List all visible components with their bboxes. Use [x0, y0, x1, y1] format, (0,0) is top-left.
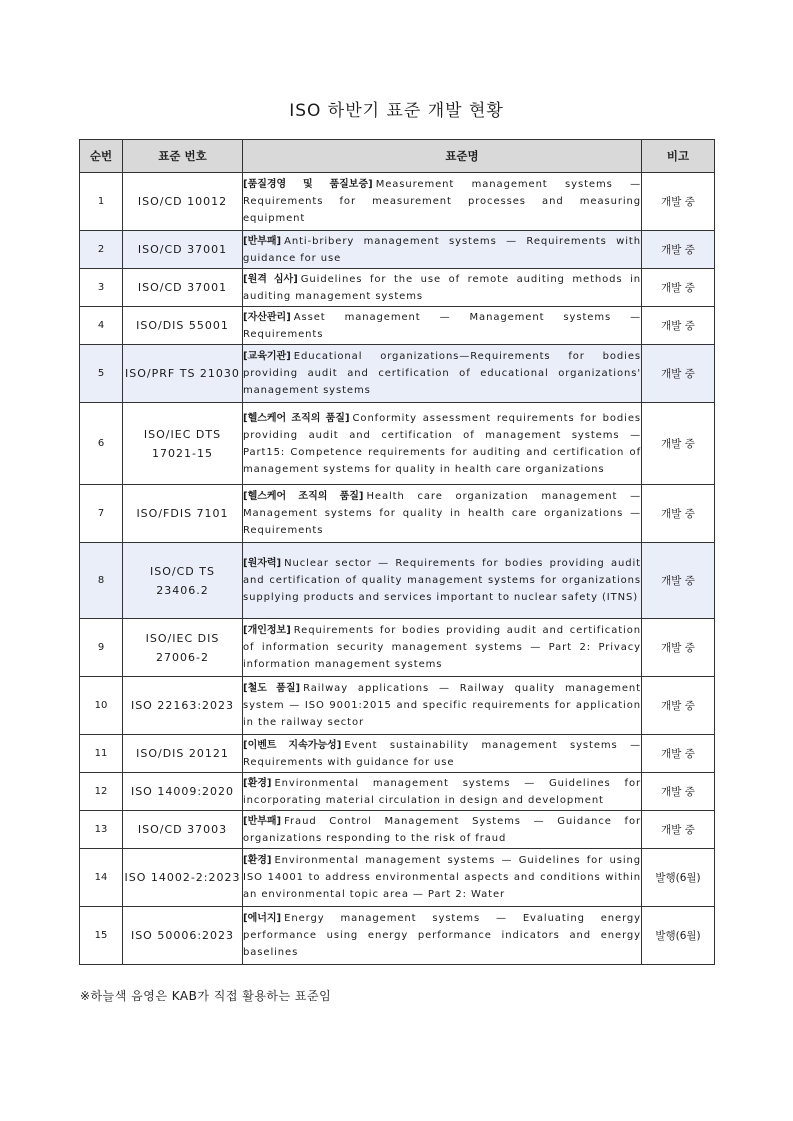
row-number: 4 [80, 307, 123, 345]
standard-code: ISO 22163:2023 [123, 677, 243, 735]
footnote: ※하늘색 음영은 KAB가 직접 활용하는 표준임 [80, 989, 332, 1003]
standard-code: ISO/PRF TS 21030 [123, 345, 243, 403]
category-tag: [환경] [243, 777, 272, 789]
row-number: 1 [80, 173, 123, 231]
row-number: 13 [80, 811, 123, 849]
category-tag: [반부패] [243, 235, 282, 247]
category-tag: [에너지] [243, 913, 282, 924]
table-header-row [80, 140, 715, 173]
standard-name [243, 173, 642, 231]
page-title: ISO 하반기 표준 개발 현황 [289, 101, 504, 121]
standard-title: Requirements for bodies providing audit and certification of information security management systems — Part 2: Privacy information management systems [243, 625, 641, 670]
standard-title: Railway applications — Railway quality management system — ISO 9001:2015 and specific requirements for application in the railway sector [243, 683, 641, 728]
standard-name [243, 907, 642, 965]
standard-title: Fraud Control Management Systems — Guidance for organizations responding to the risk of fraud [243, 815, 641, 844]
category-tag: [원자력] [243, 558, 282, 569]
table-row [80, 403, 715, 485]
status-note: 개발 중 [642, 269, 715, 307]
table-row [80, 543, 715, 619]
table-row [80, 485, 715, 543]
header-note: 비고 [642, 140, 715, 173]
standard-name [243, 403, 642, 485]
standard-title: Environmental management systems — Guidelines for using ISO 14001 to address environmental aspects and conditions within an environmental topic area — Part 2: Water [243, 855, 641, 900]
row-number: 11 [80, 735, 123, 773]
header-name: 표준명 [243, 140, 642, 173]
category-tag: [이벤트 지속가능성] [243, 739, 342, 751]
row-number: 7 [80, 485, 123, 543]
standard-title: Nuclear sector — Requirements for bodies providing audit and certification of quality management systems for organizations supplying products and services important to nuclear safety (ITNS) [243, 558, 641, 603]
table-row [80, 677, 715, 735]
standard-code: ISO/IEC DTS 17021-15 [123, 403, 243, 485]
standard-name [243, 849, 642, 907]
row-number: 10 [80, 677, 123, 735]
category-tag: [원격 심사] [243, 273, 298, 285]
row-number: 9 [80, 619, 123, 677]
standard-title: Anti-bribery management systems — Requirements with guidance for use [243, 235, 641, 264]
standard-code: ISO 50006:2023 [123, 907, 243, 965]
standard-title: Asset management — Management systems — Requirements [243, 311, 641, 340]
standard-name [243, 619, 642, 677]
status-note: 개발 중 [642, 485, 715, 543]
category-tag: [헬스케어 조직의 품질] [243, 412, 350, 424]
status-note: 개발 중 [642, 543, 715, 619]
standard-title: Event sustainability management systems — Requirements with guidance for use [243, 739, 642, 768]
standard-name [243, 773, 642, 811]
standards-table [79, 139, 715, 965]
category-tag: [환경] [243, 855, 272, 866]
status-note: 발행(6월) [642, 849, 715, 907]
standard-title: Health care organization management — Management systems for quality in health care organizations — Requirements [243, 491, 641, 536]
standard-code: ISO/FDIS 7101 [123, 485, 243, 543]
table-row [80, 231, 715, 269]
table-row [80, 307, 715, 345]
standard-title: Measurement management systems — Requirements for measurement processes and measuring equipment [243, 179, 641, 224]
row-number: 3 [80, 269, 123, 307]
row-number: 15 [80, 907, 123, 965]
header-code: 표준 번호 [123, 140, 243, 173]
status-note: 개발 중 [642, 677, 715, 735]
standard-code: ISO/CD 37003 [123, 811, 243, 849]
standard-name [243, 307, 642, 345]
status-note: 개발 중 [642, 345, 715, 403]
status-note: 개발 중 [642, 307, 715, 345]
category-tag: [반부패] [243, 815, 282, 827]
standard-code: ISO/DIS 20121 [123, 735, 243, 773]
row-number: 8 [80, 543, 123, 619]
table-row [80, 773, 715, 811]
standard-code: ISO/CD 10012 [123, 173, 243, 231]
standard-code: ISO/DIS 55001 [123, 307, 243, 345]
status-note: 개발 중 [642, 735, 715, 773]
standard-name [243, 345, 642, 403]
status-note: 발행(6월) [642, 907, 715, 965]
category-tag: [개인정보] [243, 625, 291, 636]
standard-code: ISO/CD TS 23406.2 [123, 543, 243, 619]
status-note: 개발 중 [642, 773, 715, 811]
standard-title: Conformity assessment requirements for bodies providing audit and certification of management systems — Part15: Competence requirements for auditing and certification of management systems for quality in health care organizations [243, 412, 642, 475]
standard-name [243, 677, 642, 735]
standard-title: Guidelines for the use of remote auditing methods in auditing management systems [243, 273, 642, 302]
status-note: 개발 중 [642, 619, 715, 677]
row-number: 2 [80, 231, 123, 269]
standard-name [243, 231, 642, 269]
table-row [80, 173, 715, 231]
table-row [80, 907, 715, 965]
table-row [80, 849, 715, 907]
row-number: 12 [80, 773, 123, 811]
standard-name [243, 543, 642, 619]
row-number: 5 [80, 345, 123, 403]
status-note: 개발 중 [642, 173, 715, 231]
standard-name [243, 811, 642, 849]
status-note: 개발 중 [642, 403, 715, 485]
status-note: 개발 중 [642, 811, 715, 849]
standard-code: ISO/CD 37001 [123, 269, 243, 307]
table-row [80, 619, 715, 677]
standard-name [243, 269, 642, 307]
standard-code: ISO 14002-2:2023 [123, 849, 243, 907]
row-number: 6 [80, 403, 123, 485]
standard-title: Energy management systems — Evaluating energy performance using energy performance indicators and energy baselines [243, 913, 641, 958]
table-row [80, 269, 715, 307]
status-note: 개발 중 [642, 231, 715, 269]
standard-code: ISO 14009:2020 [123, 773, 243, 811]
category-tag: [자산관리] [243, 311, 291, 323]
standard-code: ISO/CD 37001 [123, 231, 243, 269]
table-row [80, 811, 715, 849]
standard-code: ISO/IEC DIS 27006-2 [123, 619, 243, 677]
standard-name [243, 735, 642, 773]
standard-name [243, 485, 642, 543]
header-number: 순번 [80, 140, 123, 173]
row-number: 14 [80, 849, 123, 907]
standard-title: Environmental management systems — Guidelines for incorporating material circulation in design and development [243, 777, 641, 806]
category-tag: [철도 품질] [243, 683, 301, 694]
category-tag: [헬스케어 조직의 품질] [243, 491, 364, 502]
category-tag: [품질경영 및 품질보증] [243, 179, 373, 190]
table-row [80, 735, 715, 773]
table-row [80, 345, 715, 403]
standard-title: Educational organizations—Requirements for bodies providing audit and certification of educational organizations' management systems [243, 351, 641, 396]
category-tag: [교육기관] [243, 351, 291, 362]
